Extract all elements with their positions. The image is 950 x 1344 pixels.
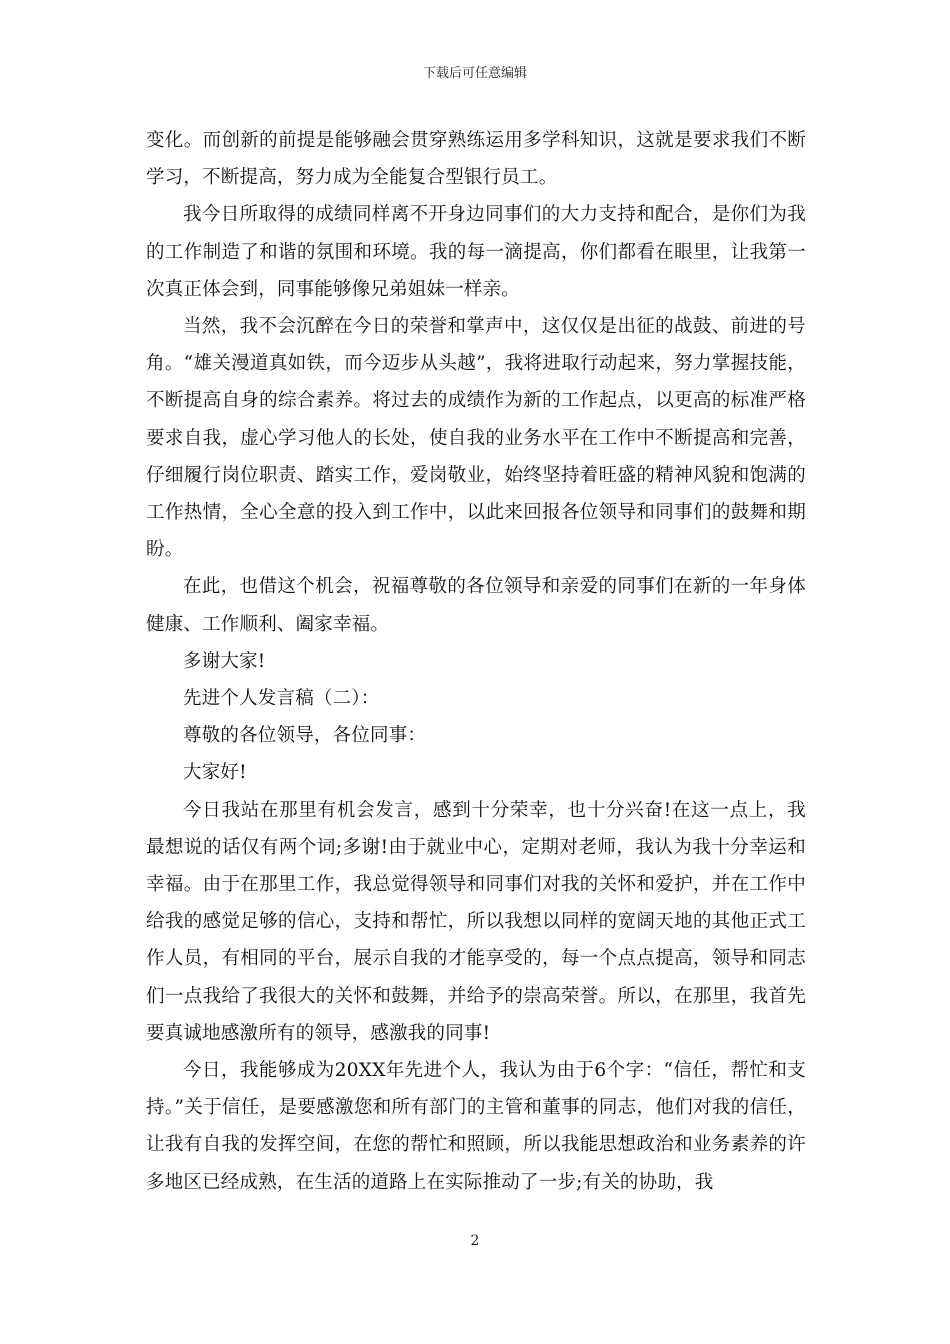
page-number [0,1232,950,1250]
paragraph: 变化。而创新的前提是能够融会贯穿熟练运用多学科知识，这就是要求我们不断学习，不断提高，努力成为全能复合型银行员工。 [146,130,806,189]
paragraph: 多谢大家! [183,650,266,672]
paragraph: 在此，也借这个机会，祝福尊敬的各位领导和亲爱的同事们在新的一年身体健康、工作顺利、阖家幸福。 [146,576,806,635]
page-number-value: 2 [470,1233,480,1249]
salutation: 尊敬的各位领导，各位同事： [183,725,427,747]
paragraph: 当然，我不会沉醉在今日的荣誉和掌声中，这仅仅是出征的战鼓、前进的号角。“雄关漫道真如铁，而今迈步从头越”，我将进取行动起来，努力掌握技能，不断提高自身的综合素养。将过去的成绩作为新的工作起点，以更高的标准严格要求自我，虚心学习他人的长处，使自我的业务水平在工作中不断提高和完善，仔细履行岗位职责、踏实工作，爱岗敬业，始终坚持着旺盛的精神风貌和饱满的工作热情，全心全意的投入到工作中，以此来回报各位领导和同事们的鼓舞和期盼。 [146,316,806,561]
page-header [0,65,950,83]
paragraph: 今日我站在那里有机会发言，感到十分荣幸，也十分兴奋!在这一点上，我最想说的话仅有两个词;多谢!由于就业中心，定期对老师，我认为我十分幸运和幸福。由于在那里工作，我总觉得领导和同事们对我的关怀和爱护，并在工作中给我的感觉足够的信心，支持和帮忙，所以我想以同样的宽阔天地的其他正式工作人员，有相同的平台，展示自我的才能享受的，每一个点点提高，领导和同志们一点我给了我很大的关怀和鼓舞，并给予的崇高荣誉。所以，在那里，我首先要真诚地感激所有的领导，感激我的同事! [146,799,806,1044]
greeting: 大家好! [183,762,247,784]
paragraph: 今日，我能够成为20XX年先进个人，我认为由于6个字：“信任，帮忙和支持。”关于信任，是要感激您和所有部门的主管和董事的同志，他们对我的信任，让我有自我的发挥空间，在您的帮忙和照顾，所以我能思想政治和业务素养的许多地区已经成熟，在生活的道路上在实际推动了一步;有关的协助，我 [146,1060,806,1193]
document-body [146,122,806,1201]
section-title: 先进个人发言稿（二）： [183,688,380,710]
header-note: 下载后可任意编辑 [422,66,527,81]
paragraph: 我今日所取得的成绩同样离不开身边同事们的大力支持和配合，是你们为我的工作制造了和谐的氛围和环境。我的每一滴提高，你们都看在眼里，让我第一次真正体会到，同事能够像兄弟姐妹一样亲。 [146,204,806,300]
